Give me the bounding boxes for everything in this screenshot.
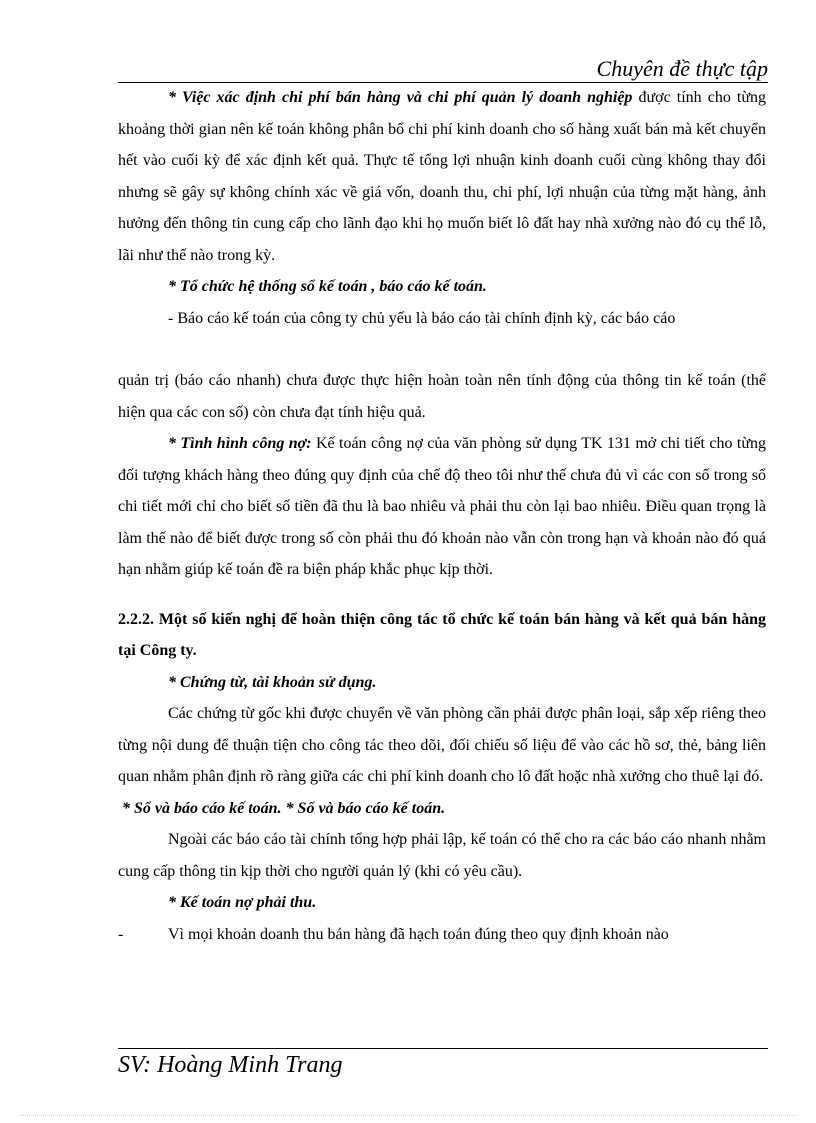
section-heading-2-2-2: 2.2.2. Một số kiến nghị để hoàn thiện công tác tổ chức kế toán bán hàng và kết quả bán hàng tại Công ty. — [118, 610, 766, 659]
list-item-doanh-thu — [118, 919, 766, 951]
header-title: Chuyên đề thực tập — [596, 56, 768, 81]
list-item-text: Vì mọi khoản doanh thu bán hàng đã hạch toán đúng theo quy định khoản nào — [168, 925, 669, 943]
paragraph-lead-chi-phi: * Việc xác định chi phí bán hàng và chi phí quản lý doanh nghiệp — [168, 89, 633, 106]
page-footer — [118, 1048, 768, 1081]
paragraph-bao-cao-cont: quản trị (báo cáo nhanh) chưa được thực hiện hoàn toàn nên tính động của thông tin kế toán (thể hiện qua các con số) còn chưa đạt tính hiệu quả. — [118, 372, 766, 421]
section-gap — [118, 586, 766, 604]
paragraph-bao-cao-nhanh: Ngoài các báo cáo tài chính tổng hợp phải lập, kế toán có thể cho ra các báo cáo nhanh nhằm cung cấp thông tin kịp thời cho người quản lý (khi có yêu cầu). — [118, 831, 766, 880]
subheading-no-phai-thu: * Kế toán nợ phải thu. — [168, 894, 317, 911]
paragraph-cong-no — [118, 428, 766, 586]
page-header — [118, 56, 768, 83]
paragraph-lead-cong-no: * Tình hình công nợ: — [168, 435, 312, 452]
paragraph-text-cong-no: Kế toán công nợ của văn phòng sử dụng TK 131 mở chi tiết cho từng đối tượng khách hàng theo đúng quy định của chế độ theo tôi như thế chưa đủ vì các con số trong sổ chi tiết mới chỉ cho biết số tiền đã thu là bao nhiêu và phải thu còn lại bao nhiêu. Điều quan trọng là làm thế nào để biết được trong số còn phải thu đó khoản nào vẫn còn trong hạn và khoản nào đó quá hạn nhằm giúp kế toán đề ra biện pháp khắc phục kịp thời. — [118, 435, 767, 578]
paragraph-chi-phi — [118, 82, 766, 271]
page-bottom-divider — [20, 1115, 796, 1116]
document-body — [118, 82, 766, 950]
subheading-chung-tu: * Chứng từ, tài khoản sử dụng. — [168, 673, 377, 691]
footer-student-name: SV: Hoàng Minh Trang — [118, 1052, 343, 1078]
paragraph-chung-tu: Các chứng từ gốc khi được chuyển về văn phòng cần phải được phân loại, sắp xếp riêng theo từng nội dung để thuận tiện cho công tác theo dõi, đối chiếu số liệu để vào các hồ sơ, thẻ, bảng liên quan nhằm phân định rõ ràng giữa các chi phí kinh doanh cho lô đất hoặc nhà xưởng cho thuê lại đó. — [118, 705, 766, 785]
list-bullet-dash: - — [118, 925, 124, 943]
page-break-gap — [118, 334, 766, 365]
paragraph-text-chi-phi: được tính cho từng khoảng thời gian nên kế toán không phân bổ chi phí kinh doanh cho số hàng xuất bán mà kết chuyển hết vào cuối kỳ để xác định kết quả. Thực tế tổng lợi nhuận kinh doanh cuối cùng không thay đổi nhưng sẽ gây sự không chính xác về giá vốn, doanh thu, chi phí, lợi nhuận của từng mặt hàng, ảnh hưởng đến thông tin cung cấp cho lãnh đạo khi họ muốn biết lô đất hay nhà xưởng nào đó cụ thể lỗ, lãi như thế nào trong kỳ. — [118, 89, 767, 264]
paragraph-bao-cao-first: - Báo cáo kế toán của công ty chủ yếu là báo cáo tài chính định kỳ, các báo cáo — [168, 309, 676, 327]
subheading-so-ke-toan: * Tổ chức hệ thống sổ kế toán , báo cáo kế toán. — [168, 278, 487, 295]
subheading-so-bao-cao: * Sổ và báo cáo kế toán. * Sổ và báo cáo kế toán. — [122, 799, 446, 817]
